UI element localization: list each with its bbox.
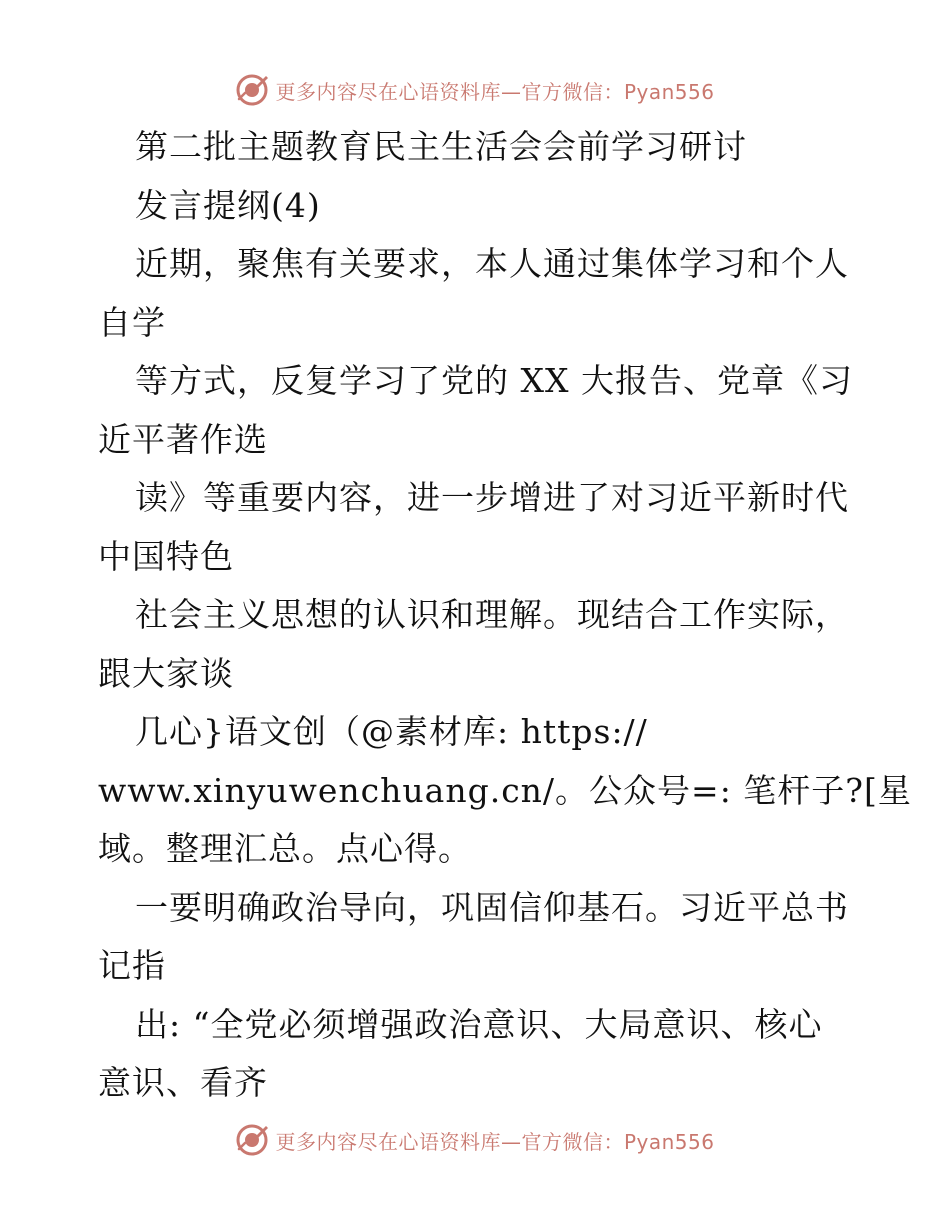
banner-inner bbox=[235, 73, 714, 107]
document-line: 几心}语文创（@素材库: https:// bbox=[135, 712, 648, 751]
document-line: www.xinyuwenchuang.cn/。公众号=: 笔杆子?[星 bbox=[98, 770, 912, 810]
banner-inner bbox=[235, 1123, 714, 1157]
document-line: 发言提纲(4) bbox=[135, 185, 321, 225]
document-line: 记指 bbox=[98, 946, 166, 985]
document-line: 意识、看齐 bbox=[98, 1063, 268, 1102]
document-line: 域。整理汇总。点心得。 bbox=[98, 829, 472, 868]
brand-logo-icon bbox=[235, 1123, 269, 1157]
document-line: 第二批主题教育民主生活会会前学习研讨 bbox=[135, 127, 747, 166]
document-line: 一要明确政治导向，巩固信仰基石。习近平总书 bbox=[135, 887, 849, 927]
brand-logo-icon bbox=[235, 73, 269, 107]
document-line: 近平著作选 bbox=[98, 419, 268, 459]
banner-text: 更多内容尽在心语资料库—官方微信：Pyan556 bbox=[275, 1129, 715, 1154]
document-line: 出: “全党必须增强政治意识、大局意识、核心 bbox=[135, 1004, 823, 1044]
document-line: 自学 bbox=[98, 302, 166, 342]
header-banner bbox=[0, 70, 950, 110]
document-body bbox=[98, 118, 912, 1113]
document-line: 社会主义思想的认识和理解。现结合工作实际， bbox=[135, 595, 849, 634]
document-line: 近期，聚焦有关要求，本人通过集体学习和个人 bbox=[135, 244, 849, 283]
footer-banner bbox=[0, 1120, 950, 1160]
document-line: 中国特色 bbox=[98, 536, 234, 576]
document-line: 读》等重要内容，进一步增进了对习近平新时代 bbox=[135, 478, 849, 517]
banner-text: 更多内容尽在心语资料库—官方微信：Pyan556 bbox=[275, 79, 715, 104]
document-line: 等方式，反复学习了党的 XX 大报告、党章《习 bbox=[135, 361, 853, 400]
document-line: 跟大家谈 bbox=[98, 653, 234, 693]
